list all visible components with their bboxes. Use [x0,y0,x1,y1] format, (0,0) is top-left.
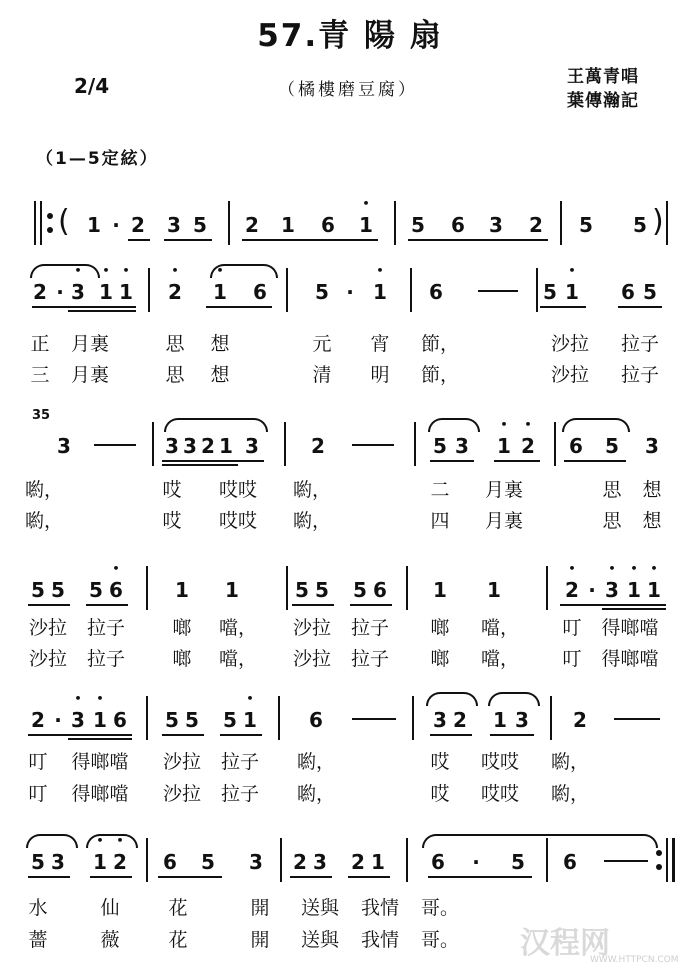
note-dot: · [56,280,64,304]
lyric: 薔 [28,929,48,951]
note: • 1 [89,708,111,732]
underline [348,876,390,878]
score-system-4 [30,560,670,620]
lyric-line-1b [30,361,670,391]
note: • 6 [105,578,127,602]
lyric: 啷 [172,617,192,639]
note: 5 [201,850,215,874]
note: 3 [313,850,327,874]
lyric: 開 [250,897,270,919]
note: 5 [353,578,367,602]
lyric: 沙拉 [28,617,67,639]
underline [90,876,132,878]
barline [278,696,280,740]
lyric: 喲， [24,479,63,501]
lyric: 月裏 [70,333,109,355]
lyric: 月裏 [70,364,109,386]
note: 3 [455,434,469,458]
lyric: 噹， [218,648,257,670]
lyric: 叮 [28,751,48,773]
note: 5 [185,708,199,732]
underline [350,604,392,606]
barline [554,422,556,466]
lyric-line-2b [24,507,670,537]
note-dot: · [54,708,62,732]
lyric: 節， [420,333,459,355]
note: • 1 [95,280,117,304]
lyric: 沙拉 [550,364,589,386]
dash [352,718,396,720]
lyric: 噹， [480,648,519,670]
lyric: 元 [312,333,332,355]
note: 3 [645,434,659,458]
note: 5 [295,578,309,602]
lyric: 想 [642,510,662,532]
time-signature: 2/4 [74,74,110,98]
underline [162,734,204,736]
lyric: 思 [165,364,185,386]
lyric: 清 [312,364,332,386]
tuning-note: （1—5定絃） [36,149,159,169]
lyric: 喲， [292,479,331,501]
lyric: 沙拉 [162,783,201,805]
barline [286,566,288,610]
lyric: 沙拉 [550,333,589,355]
lyric: 沙拉 [162,751,201,773]
lyric: 得啷噹 [601,648,659,670]
lyric: 拉子 [220,751,259,773]
repeat-barline [40,201,42,245]
lyric: 噹， [218,617,257,639]
underline [68,738,132,740]
note: 1 [487,578,501,602]
barline [560,201,562,245]
note: • 3 [67,280,89,304]
repeat-dot [47,227,53,233]
note: 6 [451,213,465,237]
note: 5 [433,434,447,458]
note: 1 [493,708,507,732]
underline [164,239,212,241]
lyric: 三 [30,364,50,386]
barline [146,696,148,740]
repeat-barline [666,838,668,882]
note: 6 [621,280,635,304]
note: • 1 [369,280,391,304]
barline [546,838,548,882]
note: 5 [223,708,237,732]
note: 3 [51,850,65,874]
lyric-line-4a [30,748,670,778]
underline [428,876,532,878]
barline [406,838,408,882]
score-system-3 [30,408,670,476]
lyric: 得啷噹 [601,617,659,639]
underline [32,306,136,308]
barline [280,838,282,882]
lyric: 想 [210,333,230,355]
underline [206,306,272,308]
barline [412,696,414,740]
note: 1 [433,578,447,602]
repeat-dot [47,213,53,219]
lyric-line-3b [30,645,670,675]
lyric: 啷 [172,648,192,670]
score-system-5 [30,690,670,750]
repeat-barline [34,201,36,245]
underline [494,460,540,462]
lyric: 想 [210,364,230,386]
note-dot: · [346,280,354,304]
dash [94,444,136,446]
note: • 1 [239,708,261,732]
barline [550,696,552,740]
note: • 2 [164,280,186,304]
note: 5 [51,578,65,602]
lyric: 思 [602,510,622,532]
note: 2 [453,708,467,732]
lyric: 得啷噹 [71,751,129,773]
note: 5 [605,434,619,458]
note-dot: · [112,213,120,237]
lyric: 喲， [296,783,335,805]
underline [292,604,334,606]
underline [408,239,548,241]
underline [28,734,132,736]
note: 3 [245,434,259,458]
underline [430,460,474,462]
dash [352,444,394,446]
lyric: 哎 [430,751,450,773]
note: 6 [373,578,387,602]
barline [546,566,548,610]
note: • 1 [355,213,377,237]
lyric: 我情 [360,929,399,951]
barline [152,422,154,466]
lyric: 節， [420,364,459,386]
lyric: 拉子 [620,333,659,355]
note: 6 [113,708,127,732]
underline [86,604,128,606]
lyric: 喲， [296,751,335,773]
note: • 1 [493,434,515,458]
note: • 1 [89,850,111,874]
note: 6 [163,850,177,874]
lyric-line-1a [30,330,670,360]
note: 5 [165,708,179,732]
lyric: 哎哎 [480,751,519,773]
barline [284,422,286,466]
lyric: 啷 [430,648,450,670]
underline [290,876,332,878]
note-dot: · [588,578,596,602]
underline [602,608,666,610]
lyric: 哎 [162,479,182,501]
lyric: 叮 [562,648,582,670]
lyric: 啷 [430,617,450,639]
lyric: 拉子 [350,648,389,670]
slur [428,418,480,432]
note: 6 [569,434,583,458]
lyric: 我情 [360,897,399,919]
note: 6 [563,850,577,874]
slur [422,834,658,848]
slur [164,418,268,432]
lyric: 喲， [550,751,589,773]
note: 1 [281,213,295,237]
lyric: 哎 [430,783,450,805]
slur [488,692,540,706]
note: 3 [249,850,263,874]
lyric: 喲， [24,510,63,532]
note: 1 [87,213,101,237]
tune-name: （橘樓磨豆腐） [278,80,418,100]
lyric: 想 [642,479,662,501]
lyric-line-2a [24,476,670,506]
lyric: 送與 [300,897,339,919]
lyric: 仙 [100,897,120,919]
barline [228,201,230,245]
note: 3 [167,213,181,237]
lyric: 思 [165,333,185,355]
lyric: 二 [430,479,450,501]
open-paren: ( [58,204,70,239]
note: 6 [253,280,267,304]
note: 1 [225,578,239,602]
note: • 1 [561,280,583,304]
lyric: 喲， [550,783,589,805]
singer-credit: 王萬青唱 [567,67,639,87]
underline [68,310,136,312]
note: 3 [165,434,179,458]
note: • 3 [67,708,89,732]
note: 2 [33,280,47,304]
note: 5 [31,850,45,874]
underline [162,460,264,462]
underline [158,876,222,878]
lyric: 拉子 [620,364,659,386]
close-paren: ) [652,204,664,239]
underline [128,239,150,241]
note: 5 [193,213,207,237]
note: • 2 [109,850,131,874]
barline [146,838,148,882]
note: 2 [573,708,587,732]
score-system-6 [30,832,670,892]
lyric: 拉子 [350,617,389,639]
lyric: 沙拉 [292,617,331,639]
note: • 1 [209,280,231,304]
lyric-line-4b [30,780,670,810]
lyric: 薇 [100,929,120,951]
underline [618,306,662,308]
underline [560,604,666,606]
note: 3 [489,213,503,237]
underline [242,239,378,241]
lyric: 四 [430,510,450,532]
note-dot: · [472,850,480,874]
note: 5 [31,578,45,602]
slur [26,834,78,848]
underline [220,734,262,736]
lyric: 喲， [292,510,331,532]
watermark-url: WWW.HTTPCN.COM [590,955,679,965]
note: • 1 [643,578,665,602]
barline [394,201,396,245]
transcriber-credit: 葉傳瀚記 [567,91,639,111]
lyric: 叮 [28,783,48,805]
lyric: 水 [28,897,48,919]
barline [146,566,148,610]
lyric-line-3a [30,614,670,644]
note: • 1 [623,578,645,602]
note: 5 [579,213,593,237]
lyric: 宵 [370,333,390,355]
barline [414,422,416,466]
note: 2 [245,213,259,237]
note: 5 [315,578,329,602]
score-system-2 [30,262,670,322]
lyric: 沙拉 [292,648,331,670]
lyric: 明 [370,364,390,386]
lyric: 花 [168,897,188,919]
lyric: 思 [602,479,622,501]
repeat-dot [656,850,662,856]
dash [478,290,518,292]
lyric: 送與 [300,929,339,951]
note: • 3 [601,578,623,602]
note: 2 [529,213,543,237]
small-number: 35 [32,408,51,423]
barline [666,201,668,245]
barline [406,566,408,610]
note: 6 [431,850,445,874]
slur [562,418,630,432]
note: 5 [543,280,557,304]
lyric: 哥。 [420,929,459,951]
underline [490,734,534,736]
barline [148,268,150,312]
repeat-barline [672,838,675,882]
note: • 2 [561,578,583,602]
lyric: 哎哎 [480,783,519,805]
note: 5 [511,850,525,874]
lyric: 拉子 [220,783,259,805]
lyric: 得啷噹 [71,783,129,805]
underline [564,460,626,462]
note: 6 [321,213,335,237]
note: 5 [315,280,329,304]
barline [286,268,288,312]
repeat-dot [656,864,662,870]
lyric: 拉子 [86,617,125,639]
underline [540,306,586,308]
note: 2 [31,708,45,732]
note: 2 [131,213,145,237]
lyric: 月裏 [484,510,523,532]
note: • 2 [517,434,539,458]
lyric: 拉子 [86,648,125,670]
lyric: 開 [250,929,270,951]
note: 2 [201,434,215,458]
dash [614,718,660,720]
note: 5 [633,213,647,237]
barline [410,268,412,312]
slur [426,692,478,706]
note: 3 [433,708,447,732]
note: 1 [219,434,233,458]
note: 6 [309,708,323,732]
lyric: 花 [168,929,188,951]
underline [162,464,238,466]
dash [604,860,648,862]
note: • 1 [115,280,137,304]
note: 6 [429,280,443,304]
note: 2 [351,850,365,874]
score-system-1 [30,195,670,255]
barline [536,268,538,312]
note: 1 [175,578,189,602]
lyric: 月裏 [484,479,523,501]
lyric: 正 [30,333,50,355]
note: 2 [311,434,325,458]
lyric: 哎哎 [218,510,257,532]
note: 3 [515,708,529,732]
lyric: 叮 [562,617,582,639]
lyric: 哎 [162,510,182,532]
note: 3 [57,434,71,458]
lyric: 沙拉 [28,648,67,670]
lyric: 噹， [480,617,519,639]
note: 3 [183,434,197,458]
underline [430,734,472,736]
page-title: 57.青 陽 扇 [257,18,443,54]
underline [28,876,70,878]
lyric: 哎哎 [218,479,257,501]
note: 5 [643,280,657,304]
note: 5 [411,213,425,237]
note: 5 [89,578,103,602]
note: 2 [293,850,307,874]
watermark-logo: 汉程网 [520,926,610,961]
note: 1 [371,850,385,874]
slur [30,264,100,278]
lyric: 哥。 [420,897,459,919]
underline [28,604,70,606]
